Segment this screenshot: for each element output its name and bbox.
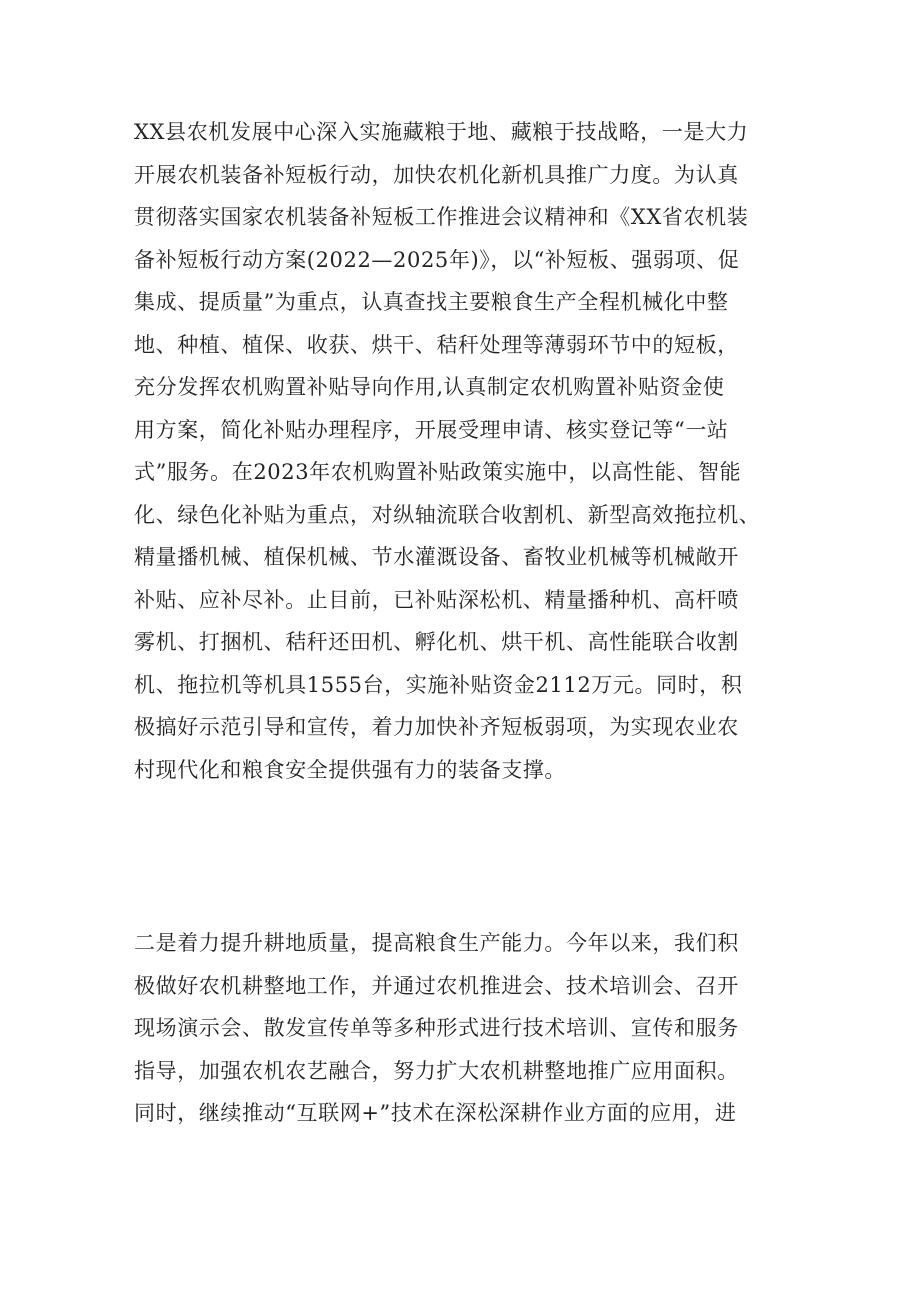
- text-line: 雾机、打捆机、秸秆还田机、孵化机、烘干机、高性能联合收割: [134, 630, 739, 654]
- text-line: 贯彻落实国家农机装备补短板工作推进会议精神和《XX省农机装: [134, 205, 749, 229]
- text-line: 指导，加强农机农艺融合，努力扩大农机耕整地推广应用面积。: [134, 1058, 739, 1083]
- text-line: 村现代化和粮食安全提供强有力的装备支撑。: [134, 757, 566, 782]
- paragraph-equipment-subsidy: [134, 111, 814, 791]
- text-line: 用方案，简化补贴办理程序，开展受理申请、核实登记等“一站: [134, 417, 729, 442]
- text-line: 开展农机装备补短板行动，加快农机化新机具推广力度。为认真: [134, 162, 739, 187]
- text-line: 地、种植、植保、收获、烘干、秸秆处理等薄弱环节中的短板，: [134, 332, 739, 357]
- text-line: 机、拖拉机等机具1555台，实施补贴资金2112万元。同时，积: [134, 672, 743, 697]
- text-line: 化、绿色化补贴为重点，对纵轴流联合收割机、新型高效拖拉机、: [134, 502, 761, 527]
- text-line: 现场演示会、散发宣传单等多种形式进行技术培训、宣传和服务: [134, 1016, 739, 1040]
- text-line: 极搞好示范引导和宣传，着力加快补齐短板弱项，为实现农业农: [134, 715, 739, 739]
- text-line: 集成、提质量”为重点，认真查找主要粮食生产全程机械化中整: [134, 290, 729, 314]
- text-line: XX县农机发展中心深入实施藏粮于地、藏粮于技战略，一是大力: [134, 120, 749, 144]
- text-line: 补贴、应补尽补。止目前，已补贴深松机、精量播种机、高杆喷: [134, 587, 739, 612]
- text-line: 同时，继续推动“互联网+”技术在深松深耕作业方面的应用，进: [134, 1101, 737, 1125]
- text-line: 二是着力提升耕地质量，提高粮食生产能力。今年以来，我们积: [134, 931, 739, 955]
- paragraph-land-quality: [134, 922, 814, 1135]
- text-line: 极做好农机耕整地工作，并通过农机推进会、技术培训会、召开: [134, 973, 739, 998]
- text-line: 式”服务。在2023年农机购置补贴政策实施中，以高性能、智能: [134, 460, 742, 484]
- text-line: 备补短板行动方案(2022—2025年)》，以“补短板、强弱项、促: [134, 247, 740, 272]
- text-line: 充分发挥农机购置补贴导向作用,认真制定农机购置补贴资金使: [134, 375, 725, 399]
- text-line: 精量播机械、植保机械、节水灌溉设备、畜牧业机械等机械敞开: [134, 545, 739, 569]
